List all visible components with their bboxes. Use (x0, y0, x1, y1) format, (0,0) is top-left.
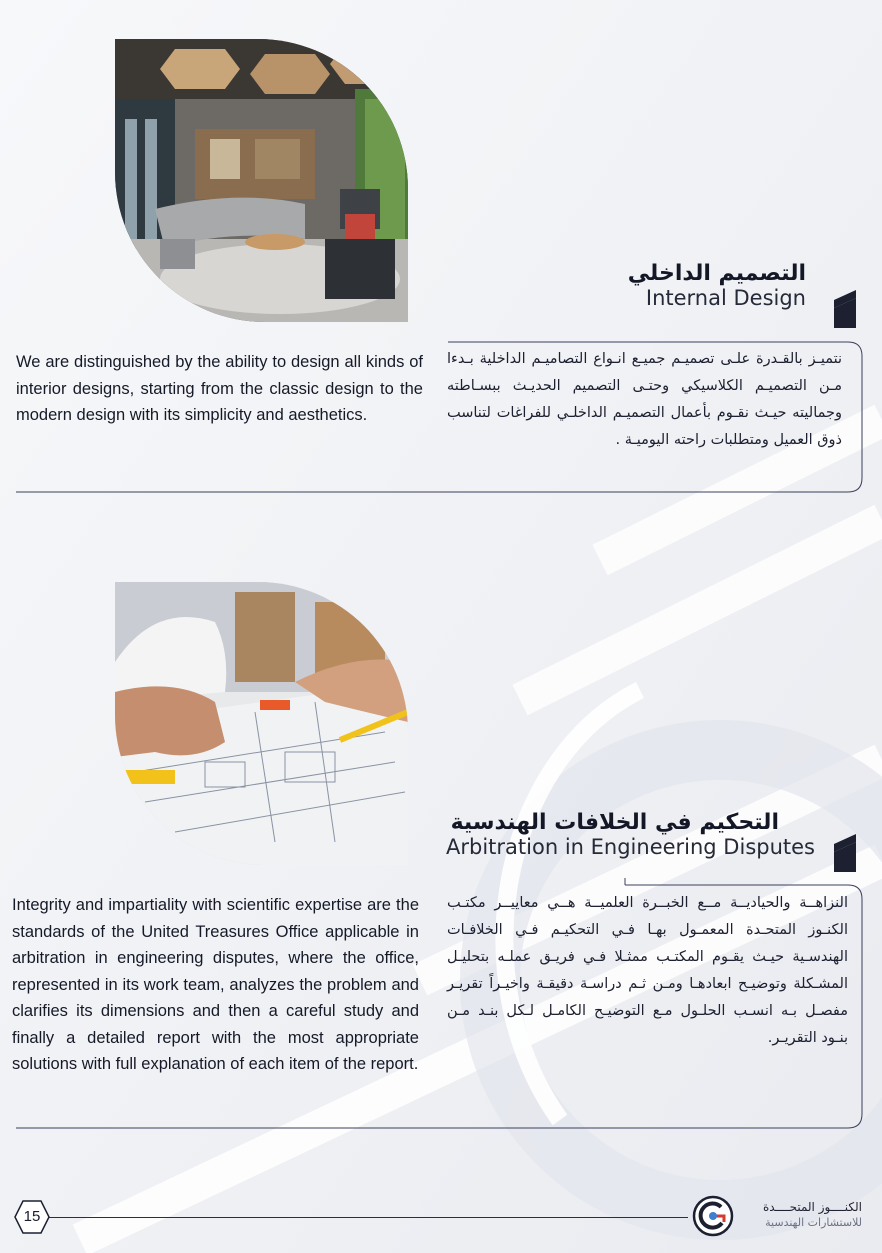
internal-design-text-ar: نتميـز بالقـدرة علـى تصميـم جميـع انـواع التصاميـم الداخلية بـدءا مـن التصميـم الكلاسيكي وحتـى التصميم الحديـث ببسـاطته وجماليته حيـث نقـوم بأعمال التصميـم الداخلـي للفراغات لتناسب ذوق العميل ومتطلبات راحته اليوميـة . (447, 351, 842, 448)
title-ar: التصميم الداخلي (627, 261, 806, 286)
company-name-ar: الكنــــوز المتحــــدة (762, 1200, 862, 1214)
internal-design-text-en: We are distinguished by the ability to design all kinds of interior designs, starting from the classic design to the modern design with its simplicity and aesthetics. (16, 353, 423, 424)
company-subtitle-ar: للاستشارات الهندسية (765, 1216, 862, 1229)
arbitration-title (446, 810, 815, 859)
title-en: Arbitration in Engineering Disputes (446, 835, 815, 859)
arbitration-text-ar: النزاهــة والحياديــة مــع الخبــرة العلميــة هــي معاييــر مكتـب الكنـوز المتحـدة المعمـول بهـا فـي التحكيـم فـي الخلافـات الهندسـية حيـث يقـوم المكتـب ممثـلا فـي فريـق عملـه بتحليـل المشـكلة وتوضيـح ابعادهـا ومـن ثـم دراسـة دقيقـة واخيـراً تقريـر مفصـل بـه انسـب الحلـول مـع التوضيـح الكامـل لـكل بنـد مـن بنـود التقريـر. (447, 895, 848, 1046)
title-en: Internal Design (645, 286, 806, 310)
company-logo-icon (692, 1195, 734, 1237)
internal-design-title (628, 261, 806, 310)
page-number (14, 1199, 50, 1235)
section-marker-icon (830, 834, 858, 872)
title-ar: التحكيم في الخلافات الهندسية (450, 810, 779, 835)
arbitration-text-en: Integrity and impartiality with scientific expertise are the standards of the United Treasures Office applicable in arbitration in engineering disputes, where the office, represented in its work team, analyzes the problem and clarifies its dimensions and then a careful study and finally a detailed report with the most appropriate solutions with full explanation of each item of the report. (12, 896, 419, 1073)
footer-divider (48, 1217, 688, 1218)
page-number-text: 15 (23, 1208, 41, 1225)
section-marker-icon (830, 290, 858, 328)
